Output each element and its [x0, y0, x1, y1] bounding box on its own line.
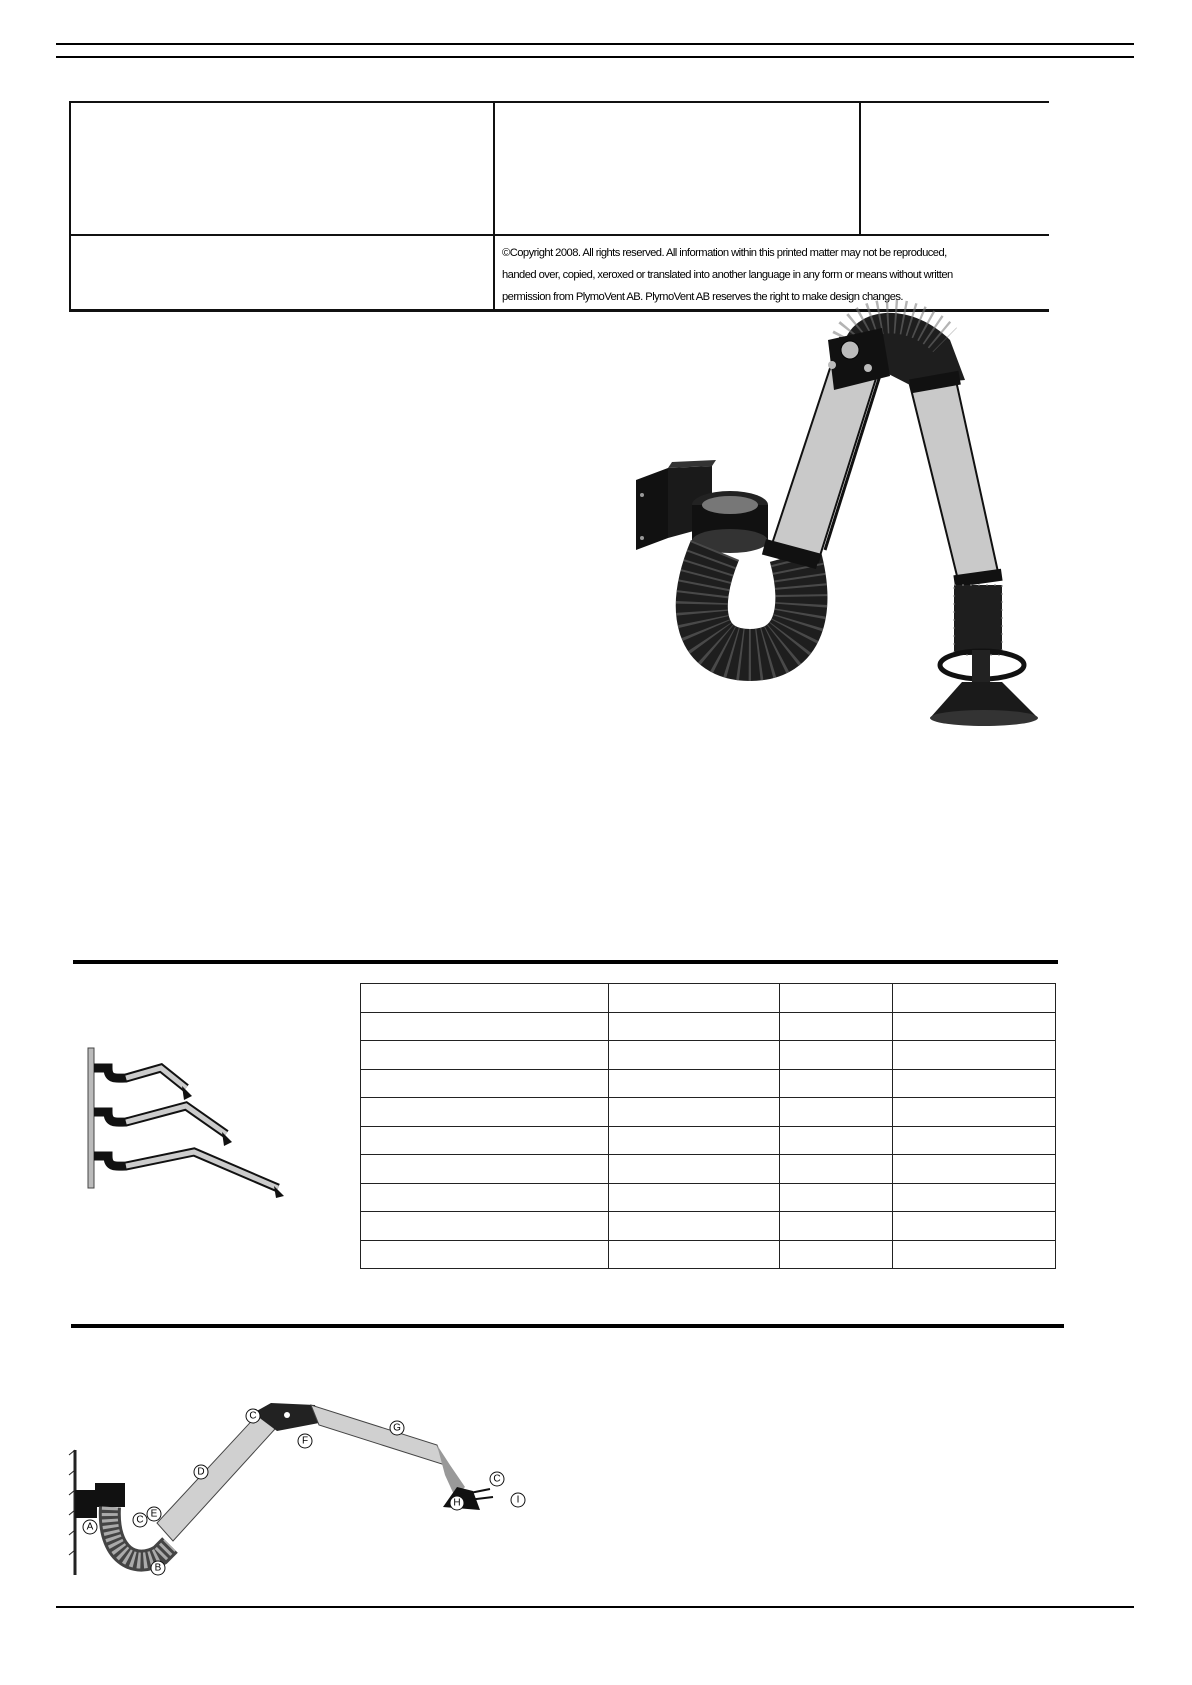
- table-row: [361, 1098, 1056, 1127]
- section-rule-1: [73, 960, 1058, 964]
- table-cell: [361, 984, 609, 1013]
- callout-i: I: [516, 1494, 520, 1506]
- table-cell: [780, 1069, 893, 1098]
- table-row: [361, 984, 1056, 1013]
- table-cell: [780, 1041, 893, 1070]
- title-block-mid-border: [69, 234, 1049, 236]
- callout-h: H: [453, 1497, 461, 1509]
- callout-e: E: [150, 1508, 158, 1520]
- header-rule-bottom: [56, 56, 1134, 58]
- callout-f: F: [301, 1435, 309, 1447]
- callout-c-1: C: [136, 1514, 144, 1526]
- table-cell: [609, 1183, 780, 1212]
- table-cell: [609, 1041, 780, 1070]
- table-cell: [780, 1183, 893, 1212]
- table-row: [361, 1012, 1056, 1041]
- table-cell: [361, 1012, 609, 1041]
- table-cell: [780, 1012, 893, 1041]
- table-cell: [780, 1098, 893, 1127]
- table-cell: [893, 984, 1056, 1013]
- copyright-line-3: permission from PlymoVent AB. PlymoVent AB reserves the right to make design changes.: [502, 291, 903, 303]
- arm-variants-icon: [86, 1048, 296, 1198]
- table-cell: [609, 1240, 780, 1269]
- table-cell: [609, 984, 780, 1013]
- table-cell: [609, 1212, 780, 1241]
- callout-c-2: C: [249, 1410, 257, 1422]
- table-cell: [361, 1212, 609, 1241]
- table-cell: [609, 1155, 780, 1184]
- table-cell: [361, 1155, 609, 1184]
- table-cell: [893, 1126, 1056, 1155]
- table-cell: [780, 1155, 893, 1184]
- footer-rule: [56, 1606, 1134, 1608]
- table-cell: [893, 1240, 1056, 1269]
- table-cell: [609, 1126, 780, 1155]
- extraction-arm-icon: [620, 310, 1080, 730]
- arm-components-icon: [65, 1395, 545, 1580]
- callout-b: B: [154, 1562, 162, 1574]
- table-cell: [893, 1212, 1056, 1241]
- table-cell: [609, 1098, 780, 1127]
- table-row: [361, 1212, 1056, 1241]
- spec-table: [360, 983, 1056, 1269]
- title-block-left-border: [69, 101, 71, 312]
- table-cell: [780, 984, 893, 1013]
- table-row: [361, 1155, 1056, 1184]
- table-cell: [893, 1155, 1056, 1184]
- table-row: [361, 1126, 1056, 1155]
- header-rule-top: [56, 43, 1134, 45]
- copyright-line-1: ©Copyright 2008. All rights reserved. All information within this printed matter may not be reproduced,: [502, 247, 947, 259]
- table-cell: [780, 1212, 893, 1241]
- table-cell: [893, 1012, 1056, 1041]
- table-cell: [893, 1098, 1056, 1127]
- table-row: [361, 1183, 1056, 1212]
- table-cell: [361, 1240, 609, 1269]
- table-cell: [361, 1041, 609, 1070]
- table-row: [361, 1041, 1056, 1070]
- callout-a: A: [86, 1521, 94, 1533]
- callout-d: D: [197, 1466, 205, 1478]
- copyright-line-2: handed over, copied, xeroxed or translated into another language in any form or means without written: [502, 269, 953, 281]
- callout-c-3: C: [493, 1473, 501, 1485]
- callout-g: G: [393, 1422, 401, 1434]
- section-rule-2: [71, 1324, 1064, 1328]
- table-row: [361, 1240, 1056, 1269]
- title-block-top-border: [69, 101, 1049, 103]
- table-cell: [609, 1012, 780, 1041]
- table-cell: [893, 1183, 1056, 1212]
- table-cell: [609, 1069, 780, 1098]
- table-cell: [780, 1240, 893, 1269]
- table-cell: [893, 1069, 1056, 1098]
- table-cell: [361, 1069, 609, 1098]
- copyright-notice: [502, 242, 1048, 308]
- table-cell: [361, 1098, 609, 1127]
- title-block-divider-1: [493, 101, 495, 312]
- table-cell: [780, 1126, 893, 1155]
- table-cell: [361, 1126, 609, 1155]
- table-row: [361, 1069, 1056, 1098]
- table-cell: [361, 1183, 609, 1212]
- table-cell: [893, 1041, 1056, 1070]
- title-block-divider-2: [859, 101, 861, 235]
